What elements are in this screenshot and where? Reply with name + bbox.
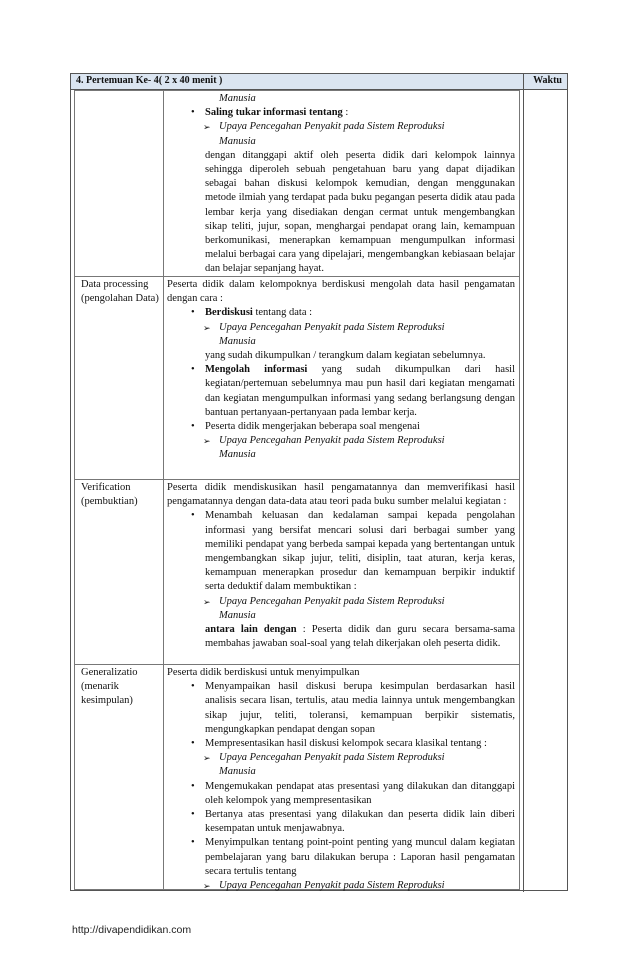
lesson-table <box>70 73 568 891</box>
ver-b1: • Menambah keluasan dan kedalaman sampai kepada pengolahan informasi yang bersifat mencari solusi dari berbagai sumber yang memiliki pendapat yang berbeda sampai kepada yang bertentangan untuk mengembangkan sikap jujur, teliti, disiplin, taat aturan, kerja keras, kemampuan menerapkan prosedur dan kemampuan berpikir induktif serta deduktif dalam membuktikan : <box>167 509 515 594</box>
meeting-title: 4. Pertemuan Ke- 4( 2 x 40 menit ) <box>76 75 223 86</box>
data-processing-content <box>167 278 515 463</box>
gen-b5: • Menyimpulkan tentang point-point penting yang muncul dalam kegiatan pembelajaran yang baru dilakukan berupa : Laporan hasil pengamatan secara tertulis tentang <box>167 836 515 879</box>
gen-b2: • Mempresentasikan hasil diskusi kelompok secara klasikal tentang : <box>167 737 515 751</box>
row-label-verification: Verification (pembuktian) <box>81 482 138 507</box>
dp-b1-tail: yang sudah dikumpulkan / terangkum dalam kegiatan sebelumnya. <box>205 350 486 362</box>
generalization-content <box>167 666 515 893</box>
waktu-header: Waktu <box>533 75 562 86</box>
gen-b1: • Menyampaikan hasil diskusi berupa kesimpulan berdasarkan hasil analisis secara lisan, tertulis, atau media lainnya untuk mengembangkan sikap jujur, teliti, toleransi, kemampuan berpikir sistematis, mengungkapkan pendapat dengan sopan <box>167 680 515 737</box>
column-divider <box>523 74 524 892</box>
intro-content <box>167 92 515 277</box>
inner-column-divider <box>163 91 164 889</box>
ver-lead: Peserta didik mendiskusikan hasil pengamatannya dan memverifikasi hasil pengamatannya dengan data-data atau teori pada buku sumber melalui kegiatan : <box>167 482 515 508</box>
dp-b2-bold: Mengolah informasi <box>205 364 308 376</box>
dp-arrow3: ➢ Upaya Pencegahan Penyakit pada Sistem Reproduksi <box>167 434 515 448</box>
gen-arrow5: ➢ Upaya Pencegahan Penyakit pada Sistem Reproduksi <box>167 879 515 893</box>
footer-url: http://divapendidikan.com <box>72 924 192 936</box>
row-divider <box>75 276 519 277</box>
ver-tail-rest: : Peserta didik dan guru secara bersama-sama membahas jawaban soal-soal yang telah dikerjakan oleh peserta didik. <box>205 624 515 650</box>
row-divider <box>75 664 519 665</box>
gen-arrow2-cont: Manusia <box>219 766 256 778</box>
manusia-text: Manusia <box>219 93 256 104</box>
ver-arrow-cont: Manusia <box>219 609 256 621</box>
arrow-item: ➢ Upaya Pencegahan Penyakit pada Sistem Reproduksi <box>167 120 515 134</box>
ver-tail-bold: antara lain dengan <box>205 624 297 636</box>
row-label-generalization: Generalizatio (menarik kesimpulan) <box>81 667 138 706</box>
dp-b1-bold: Berdiskusi <box>205 307 253 319</box>
inner-activity-table <box>74 90 520 890</box>
bullet-rest: : <box>342 107 349 119</box>
dp-arrow3-cont: Manusia <box>219 449 256 461</box>
dp-arrow-cont: Manusia <box>219 335 256 347</box>
dp-b1-rest: tentang data : <box>252 307 313 319</box>
arrow-item-cont: Manusia <box>219 135 256 147</box>
row-label-data-processing: Data processing (pengolahan Data) <box>81 279 159 304</box>
dp-arrow: ➢ Upaya Pencegahan Penyakit pada Sistem Reproduksi <box>167 321 515 335</box>
intro-paragraph: dengan ditanggapi aktif oleh peserta didik dari kelompok lainnya sehingga diperoleh sebuah pengetahuan baru yang dapat dijadikan sebagai bahan diskusi kelompok kemudian, dengan menggunakan metode ilmiah yang terdapat pada buku pegangan peserta didik atau pada lembar kerja yang disediakan dengan cermat untuk mengembangkan sikap teliti, jujur, sopan, menghargai pendapat orang lain, kemampuan berkomunikasi, menerapkan kemampuan mengumpulkan informasi melalui berbagai cara yang dipelajari, mengembangkan kebiasaan belajar dan belajar sepanjang hayat. <box>205 149 515 275</box>
ver-arrow: ➢ Upaya Pencegahan Penyakit pada Sistem Reproduksi <box>167 595 515 609</box>
dp-b2-rest: yang sudah dikumpulkan dari hasil kegiatan/pertemuan sebelumnya mau pun hasil dari kegiatan mengamati dan kegiatan mengumpulkan informasi yang sedang berlangsung dengan bantuan pertanyaan-pertanyaan pada lembar kerja. <box>205 364 515 418</box>
dp-b3: • Peserta didik mengerjakan beberapa soal mengenai <box>167 420 515 434</box>
gen-b3: • Mengemukakan pendapat atas presentasi yang dilakukan dan ditanggapi oleh kelompok yang mempresentasikan <box>167 780 515 808</box>
table-header <box>71 74 567 90</box>
gen-lead: Peserta didik berdiskusi untuk menyimpulkan <box>167 667 360 678</box>
dp-lead: Peserta didik dalam kelompoknya berdiskusi mengolah data hasil pengamatan dengan cara : <box>167 279 515 305</box>
gen-b4: • Bertanya atas presentasi yang dilakukan dan peserta didik lain diberi kesempatan untuk menjawabnya. <box>167 808 515 836</box>
verification-content <box>167 481 515 651</box>
row-divider <box>75 479 519 480</box>
gen-arrow2: ➢ Upaya Pencegahan Penyakit pada Sistem Reproduksi <box>167 751 515 765</box>
bullet-bold: Saling tukar informasi tentang <box>205 107 343 119</box>
